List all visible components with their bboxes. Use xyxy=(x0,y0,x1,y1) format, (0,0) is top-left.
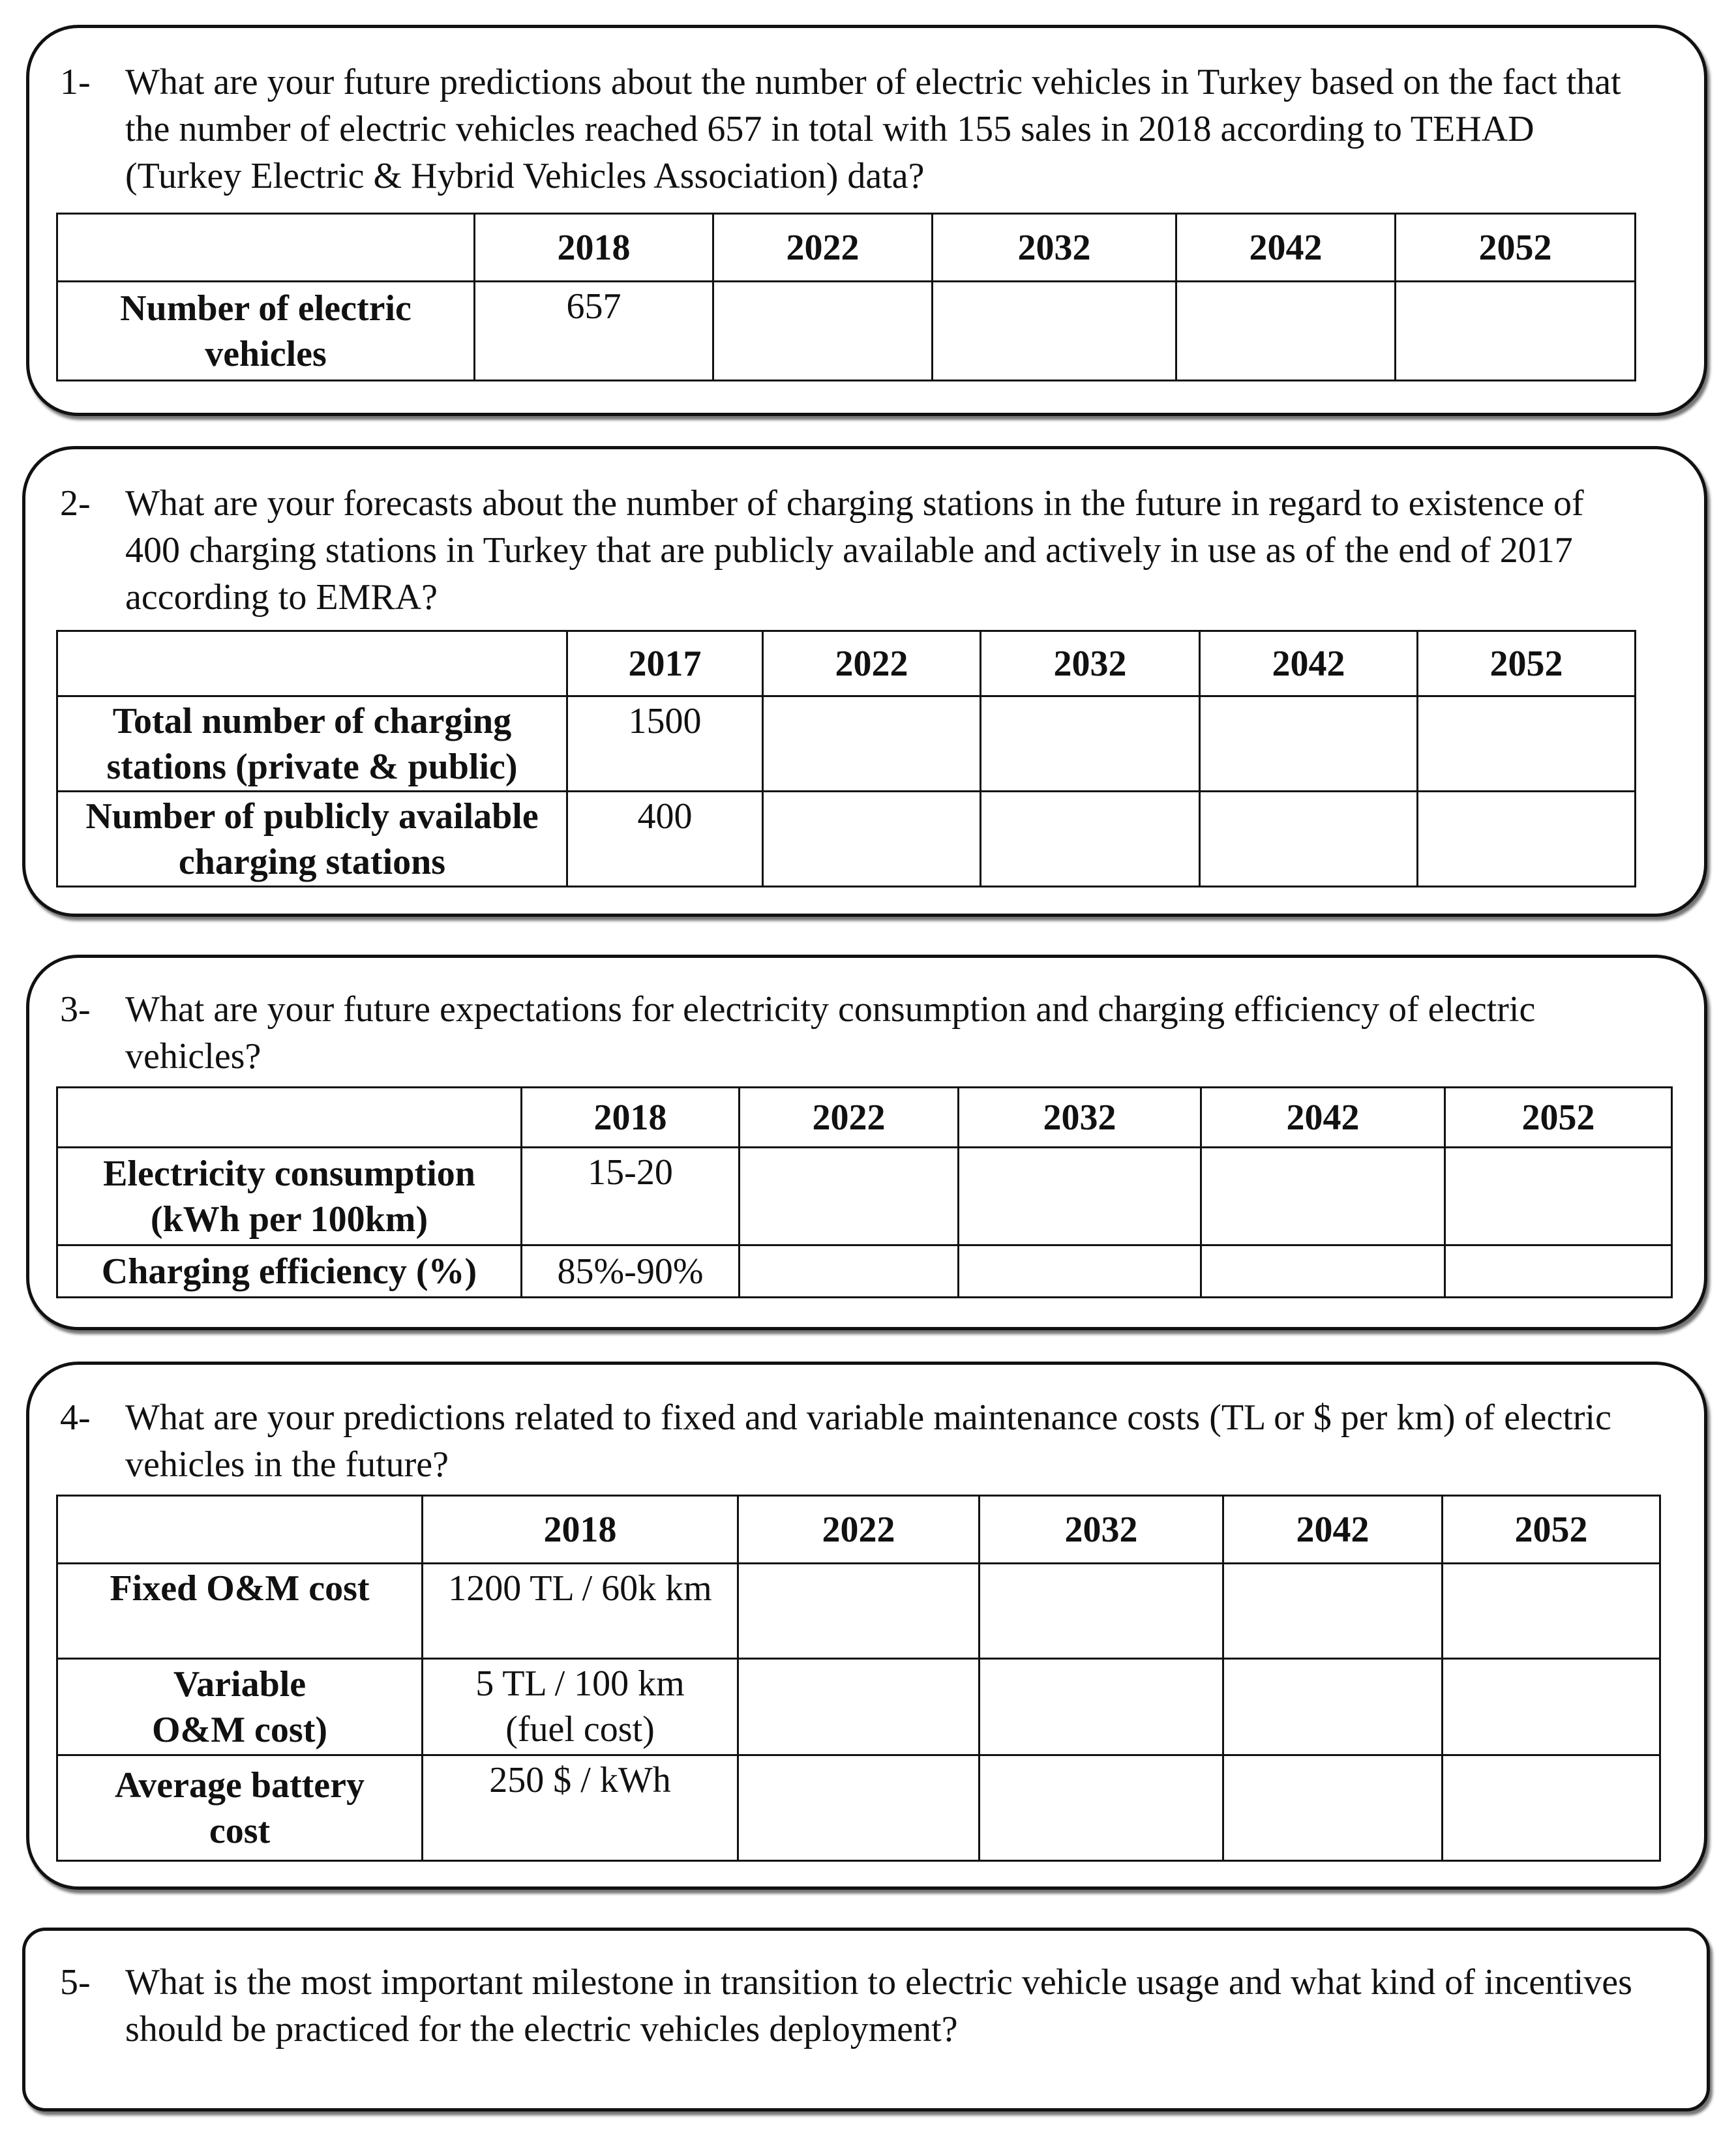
question-4-text-block xyxy=(60,1394,1645,1488)
year-header: 2032 xyxy=(980,1496,1223,1564)
row-label: Charging efficiency (%) xyxy=(57,1245,522,1298)
question-3-number: 3- xyxy=(60,989,91,1030)
table-header-row xyxy=(57,1088,1672,1148)
year-header: 2052 xyxy=(1418,631,1636,696)
answer-cell[interactable] xyxy=(933,282,1176,381)
table-row xyxy=(57,696,1636,792)
answer-cell[interactable] xyxy=(959,1245,1201,1298)
answer-cell[interactable] xyxy=(980,1755,1223,1861)
table-row xyxy=(57,282,1636,381)
answer-cell[interactable] xyxy=(980,1564,1223,1659)
answer-cell[interactable] xyxy=(1443,1659,1660,1755)
table-row xyxy=(57,1755,1660,1861)
answer-cell[interactable] xyxy=(1201,1148,1445,1245)
answer-cell[interactable] xyxy=(1176,282,1396,381)
table-row xyxy=(57,1245,1672,1298)
answer-cell[interactable] xyxy=(738,1755,980,1861)
question-1-text: What are your future predictions about the number of electric vehicles in Turkey based on the fact that the number of electric vehicles reached 657 in total with 155 sales in 2018 according to TEHAD (Turkey Electric & Hybrid Vehicles Association) data? xyxy=(125,62,1621,196)
year-header: 2018 xyxy=(423,1496,738,1564)
year-header: 2018 xyxy=(522,1088,740,1148)
answer-cell[interactable] xyxy=(740,1148,959,1245)
year-header: 2022 xyxy=(738,1496,980,1564)
answer-cell[interactable] xyxy=(1201,1245,1445,1298)
question-5-number: 5- xyxy=(60,1962,91,2003)
answer-cell[interactable] xyxy=(1443,1564,1660,1659)
answer-cell[interactable] xyxy=(738,1659,980,1755)
value-cell: 1200 TL / 60k km xyxy=(423,1564,738,1659)
answer-cell[interactable] xyxy=(1223,1659,1443,1755)
header-empty-cell xyxy=(57,1088,522,1148)
answer-cell[interactable] xyxy=(1223,1564,1443,1659)
value-cell: 250 $ / kWh xyxy=(423,1755,738,1861)
year-header: 2018 xyxy=(475,214,713,282)
answer-cell[interactable] xyxy=(1443,1755,1660,1861)
question-3-text: What are your future expectations for electricity consumption and charging efficiency of electric vehicles? xyxy=(125,989,1536,1077)
question-5-text: What is the most important milestone in transition to electric vehicle usage and what kind of incentives should be practiced for the electric vehicles deployment? xyxy=(125,1962,1632,2049)
value-cell: 400 xyxy=(567,792,763,887)
answer-cell[interactable] xyxy=(981,696,1200,792)
year-header: 2042 xyxy=(1201,1088,1445,1148)
answer-cell[interactable] xyxy=(1396,282,1636,381)
value-cell: 15-20 xyxy=(522,1148,740,1245)
table-header-row xyxy=(57,214,1636,282)
answer-cell[interactable] xyxy=(1223,1755,1443,1861)
answer-cell[interactable] xyxy=(1418,792,1636,887)
question-3-table xyxy=(56,1086,1673,1298)
row-label: Number of electric vehicles xyxy=(57,282,475,381)
value-cell: 85%-90% xyxy=(522,1245,740,1298)
question-1-text-block xyxy=(60,59,1645,200)
year-header: 2022 xyxy=(740,1088,959,1148)
question-2-text: What are your forecasts about the number of charging stations in the future in regard to existence of 400 charging stations in Turkey that are publicly available and actively in use as of the end of 2017 according to EMRA? xyxy=(125,483,1584,618)
question-4-table xyxy=(56,1495,1661,1862)
table-header-row xyxy=(57,1496,1660,1564)
year-header: 2022 xyxy=(763,631,981,696)
year-header: 2042 xyxy=(1200,631,1418,696)
year-header: 2052 xyxy=(1443,1496,1660,1564)
year-header: 2017 xyxy=(567,631,763,696)
row-label: Total number of charging stations (private & public) xyxy=(57,696,567,792)
year-header: 2032 xyxy=(981,631,1200,696)
row-label: Variable O&M cost) xyxy=(57,1659,423,1755)
answer-cell[interactable] xyxy=(763,792,981,887)
answer-cell[interactable] xyxy=(1445,1245,1672,1298)
year-header: 2042 xyxy=(1176,214,1396,282)
answer-cell[interactable] xyxy=(1200,696,1418,792)
row-label: Average battery cost xyxy=(57,1755,423,1861)
question-4-number: 4- xyxy=(60,1397,91,1438)
answer-cell[interactable] xyxy=(740,1245,959,1298)
answer-cell[interactable] xyxy=(738,1564,980,1659)
question-2-table xyxy=(56,630,1636,887)
question-1-number: 1- xyxy=(60,62,91,102)
year-header: 2032 xyxy=(933,214,1176,282)
year-header: 2052 xyxy=(1445,1088,1672,1148)
answer-cell[interactable] xyxy=(1445,1148,1672,1245)
row-label: Electricity consumption (kWh per 100km) xyxy=(57,1148,522,1245)
answer-cell[interactable] xyxy=(1418,696,1636,792)
question-2-number: 2- xyxy=(60,483,91,524)
table-row xyxy=(57,792,1636,887)
answer-cell[interactable] xyxy=(1200,792,1418,887)
header-empty-cell xyxy=(57,214,475,282)
table-row xyxy=(57,1564,1660,1659)
answer-cell[interactable] xyxy=(763,696,981,792)
table-row xyxy=(57,1148,1672,1245)
value-cell: 1500 xyxy=(567,696,763,792)
question-2-text-block xyxy=(60,480,1645,621)
question-5-text-block xyxy=(60,1959,1645,2053)
question-3-text-block xyxy=(60,986,1645,1080)
answer-cell[interactable] xyxy=(981,792,1200,887)
year-header: 2042 xyxy=(1223,1496,1443,1564)
table-header-row xyxy=(57,631,1636,696)
year-header: 2022 xyxy=(713,214,933,282)
header-empty-cell xyxy=(57,1496,423,1564)
table-row xyxy=(57,1659,1660,1755)
header-empty-cell xyxy=(57,631,567,696)
question-4-text: What are your predictions related to fixed and variable maintenance costs (TL or $ per km) of electric vehicles in the future? xyxy=(125,1397,1611,1485)
row-label: Number of publicly available charging stations xyxy=(57,792,567,887)
answer-cell[interactable] xyxy=(959,1148,1201,1245)
row-label: Fixed O&M cost xyxy=(57,1564,423,1659)
value-cell: 5 TL / 100 km (fuel cost) xyxy=(423,1659,738,1755)
year-header: 2032 xyxy=(959,1088,1201,1148)
value-cell: 657 xyxy=(475,282,713,381)
year-header: 2052 xyxy=(1396,214,1636,282)
question-1-table xyxy=(56,213,1636,381)
answer-cell[interactable] xyxy=(980,1659,1223,1755)
answer-cell[interactable] xyxy=(713,282,933,381)
